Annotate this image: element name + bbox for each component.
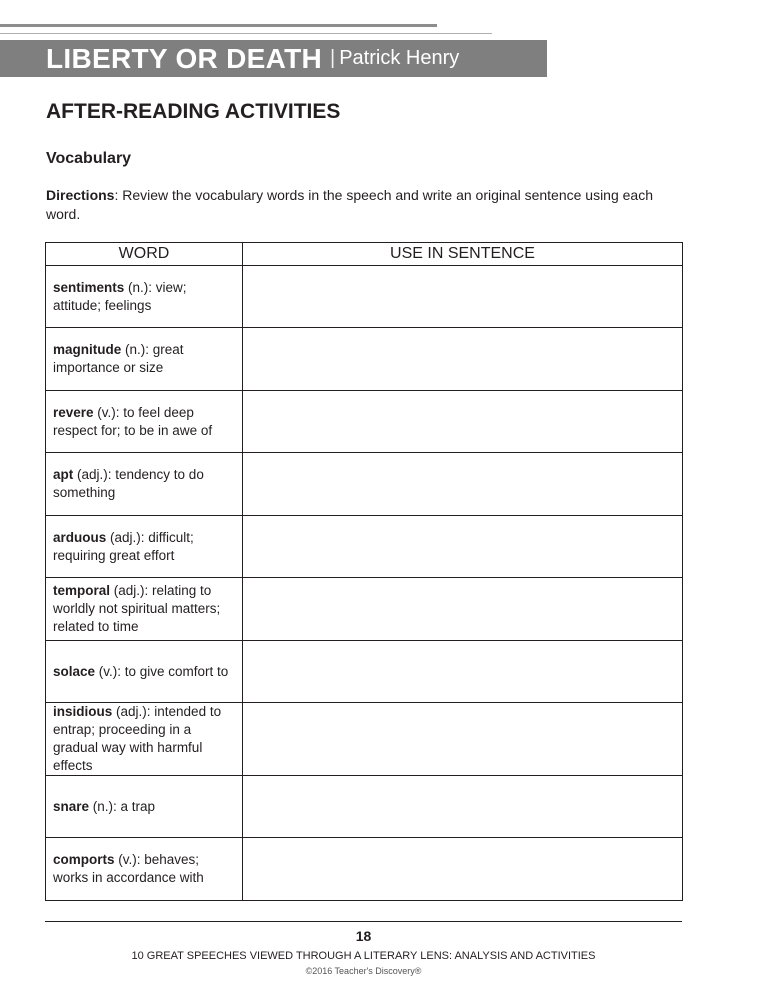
table-row xyxy=(46,641,683,703)
header-word: WORD xyxy=(46,243,243,266)
vocab-definition: (v.): behaves; works in accordance with xyxy=(53,852,204,885)
sentence-cell[interactable] xyxy=(243,641,683,703)
word-cell xyxy=(46,328,243,391)
directions-label: Directions xyxy=(46,187,115,203)
sentence-cell[interactable] xyxy=(243,328,683,391)
sentence-cell[interactable] xyxy=(243,578,683,641)
table-row xyxy=(46,453,683,516)
sentence-cell[interactable] xyxy=(243,266,683,328)
vocab-term: comports xyxy=(53,852,115,867)
word-cell xyxy=(46,453,243,516)
word-cell xyxy=(46,391,243,453)
sentence-cell[interactable] xyxy=(243,703,683,776)
table-row xyxy=(46,391,683,453)
vocab-term: revere xyxy=(53,404,94,420)
vocab-term: apt xyxy=(53,467,74,482)
table-row xyxy=(46,328,683,391)
vocab-term: insidious xyxy=(53,704,113,719)
word-cell xyxy=(46,641,243,703)
table-row xyxy=(46,516,683,578)
vocabulary-table xyxy=(45,242,683,901)
directions xyxy=(46,186,686,224)
sentence-cell[interactable] xyxy=(243,516,683,578)
footer-book-title: 10 GREAT SPEECHES VIEWED THROUGH A LITERARY LENS: ANALYSIS AND ACTIVITIES xyxy=(131,950,596,962)
word-cell xyxy=(46,516,243,578)
vocab-definition: (adj.): difficult; requiring great effort xyxy=(53,529,194,563)
footer-copyright: ©2016 Teacher's Discovery® xyxy=(305,966,422,976)
table-row xyxy=(46,703,683,776)
word-cell xyxy=(46,266,243,328)
table-row xyxy=(46,578,683,641)
page-number: 18 xyxy=(355,928,372,944)
footer-rule xyxy=(45,921,682,922)
directions-text: : Review the vocabulary words in the speech and write an original sentence using each word. xyxy=(46,187,654,222)
section-title: AFTER-READING ACTIVITIES xyxy=(46,100,341,123)
vocab-definition: (n.): a trap xyxy=(89,798,156,814)
word-cell xyxy=(46,578,243,641)
header-rule-thick xyxy=(0,24,437,27)
word-cell xyxy=(46,703,243,776)
banner-title: LIBERTY OR DEATH xyxy=(46,42,322,74)
vocab-definition: (adj.): intended to entrap; proceeding in a gradual way with harmful effects xyxy=(53,704,222,773)
vocab-definition: (n.): view; attitude; feelings xyxy=(53,279,187,313)
vocab-term: arduous xyxy=(53,529,107,545)
sentence-cell[interactable] xyxy=(243,838,683,901)
vocab-definition: (v.): to feel deep respect for; to be in awe of xyxy=(53,404,213,438)
table-row xyxy=(46,838,683,901)
header-use-in-sentence: USE IN SENTENCE xyxy=(243,243,683,266)
header-rule-thin xyxy=(0,33,492,34)
word-cell xyxy=(46,776,243,838)
vocab-definition: (v.): to give comfort to xyxy=(95,663,229,679)
vocab-term: sentiments xyxy=(53,279,125,295)
vocab-term: temporal xyxy=(53,583,111,598)
vocab-term: solace xyxy=(53,663,96,679)
sentence-cell[interactable] xyxy=(243,453,683,516)
table-row xyxy=(46,776,683,838)
vocab-term: snare xyxy=(53,798,90,814)
title-banner xyxy=(0,40,547,77)
vocab-term: magnitude xyxy=(53,342,122,357)
subsection-title: Vocabulary xyxy=(46,150,132,167)
banner-separator: | xyxy=(330,47,336,69)
sentence-cell[interactable] xyxy=(243,391,683,453)
vocab-definition: (n.): great importance or size xyxy=(53,342,184,375)
table-header-row xyxy=(46,243,683,266)
sentence-cell[interactable] xyxy=(243,776,683,838)
table-row xyxy=(46,266,683,328)
vocab-definition: (adj.): tendency to do something xyxy=(53,467,204,500)
word-cell xyxy=(46,838,243,901)
banner-author: Patrick Henry xyxy=(339,47,460,69)
vocab-definition: (adj.): relating to worldly not spiritual matters; related to time xyxy=(53,583,221,634)
